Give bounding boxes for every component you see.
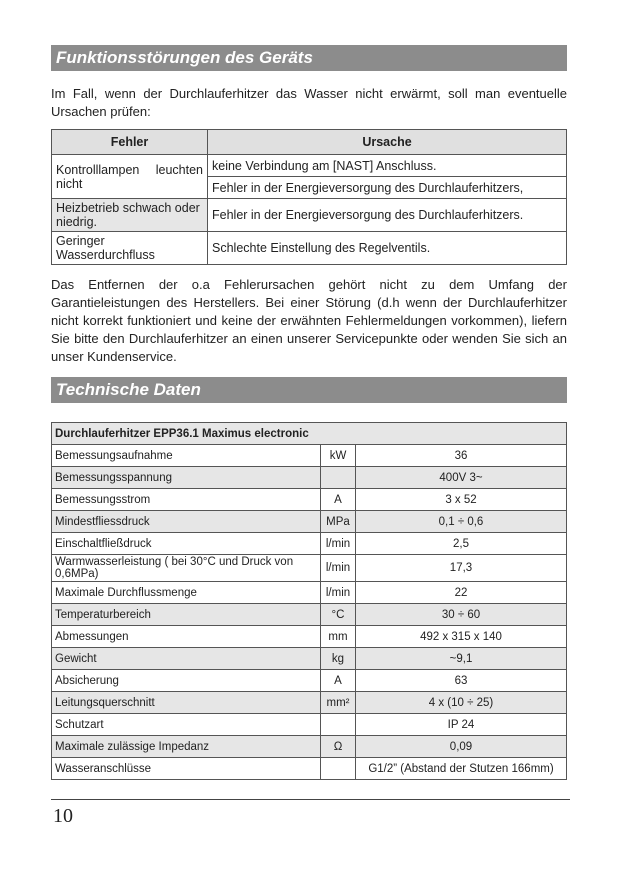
tech-table-body (52, 445, 567, 780)
table-row (52, 736, 567, 758)
value-cell: 0,09 (356, 736, 567, 758)
fault-table (51, 129, 567, 265)
value-cell: 4 x (10 ÷ 25) (356, 692, 567, 714)
unit-cell: mm² (321, 692, 356, 714)
param-cell: Schutzart (52, 714, 321, 736)
tech-table-title: Durchlauferhitzer EPP36.1 Maximus electronic (52, 423, 567, 445)
warranty-note: Das Entfernen der o.a Fehlerursachen gehört nicht zu dem Umfang der Garantieleistungen des Herstellers. Bei einer Störung (d.h wenn der Durchlauferhitzer nicht korrekt funktioniert und keine der erwähnten Fehlermeldungen vorkommen), liefern Sie bitte den Durchlauferhitzer an einen unserer Servicepunkte oder wenden Sie sich an unser Kundenservice. (51, 277, 567, 364)
cause-cell: Schlechte Einstellung des Regelventils. (208, 232, 567, 265)
unit-cell (321, 467, 356, 489)
value-cell: IP 24 (356, 714, 567, 736)
table-row (52, 511, 567, 533)
param-cell: Mindestfliessdruck (52, 511, 321, 533)
footer-divider (51, 799, 570, 800)
table-row (52, 604, 567, 626)
value-cell: 2,5 (356, 533, 567, 555)
table-row (52, 582, 567, 604)
value-cell: 22 (356, 582, 567, 604)
faults-intro: Im Fall, wenn der Durchlauferhitzer das Wasser nicht erwärmt, soll man eventuelle Ursachen prüfen: (51, 86, 567, 119)
unit-cell (321, 714, 356, 736)
unit-cell: A (321, 670, 356, 692)
value-cell: 63 (356, 670, 567, 692)
value-cell: ~9,1 (356, 648, 567, 670)
fault-cell: Geringer Wasserdurchfluss (52, 232, 208, 265)
param-cell: Temperaturbereich (52, 604, 321, 626)
table-row (52, 155, 567, 177)
unit-cell: kW (321, 445, 356, 467)
fault-cell: Heizbetrieb schwach oder niedrig. (52, 199, 208, 232)
unit-cell: kg (321, 648, 356, 670)
table-row (52, 533, 567, 555)
fault-table-header (52, 130, 567, 155)
cause-cell: Fehler in der Energieversorgung des Durchlauferhitzers. (208, 199, 567, 232)
table-row (52, 467, 567, 489)
param-cell: Absicherung (52, 670, 321, 692)
table-row (52, 626, 567, 648)
unit-cell (321, 758, 356, 780)
unit-cell: l/min (321, 555, 356, 582)
cause-cell: Fehler in der Energieversorgung des Durchlauferhitzers, (208, 177, 567, 199)
value-cell: G1/2” (Abstand der Stutzen 166mm) (356, 758, 567, 780)
table-row (52, 232, 567, 265)
table-row (52, 489, 567, 511)
param-cell: Bemessungsaufnahme (52, 445, 321, 467)
unit-cell: Ω (321, 736, 356, 758)
cause-cell: keine Verbindung am [NAST] Anschluss. (208, 155, 567, 177)
page-number: 10 (53, 805, 73, 827)
unit-cell: l/min (321, 582, 356, 604)
header-cause: Ursache (208, 130, 567, 155)
param-cell: Bemessungsspannung (52, 467, 321, 489)
value-cell: 36 (356, 445, 567, 467)
tech-data-table (51, 422, 567, 780)
param-cell: Abmessungen (52, 626, 321, 648)
value-cell: 0,1 ÷ 0,6 (356, 511, 567, 533)
tech-table-title-row (52, 423, 567, 445)
table-row (52, 199, 567, 232)
value-cell: 30 ÷ 60 (356, 604, 567, 626)
param-cell: Einschaltfließdruck (52, 533, 321, 555)
param-cell: Wasseranschlüsse (52, 758, 321, 780)
table-row (52, 648, 567, 670)
section-title-faults: Funktionsstörungen des Geräts (51, 45, 567, 71)
param-cell: Warmwasserleistung ( bei 30°C und Druck von 0,6MPa) (52, 555, 321, 582)
table-row (52, 555, 567, 582)
table-row (52, 692, 567, 714)
section-title-tech: Technische Daten (51, 377, 567, 403)
param-cell: Gewicht (52, 648, 321, 670)
table-row (52, 758, 567, 780)
table-row (52, 714, 567, 736)
value-cell: 17,3 (356, 555, 567, 582)
unit-cell: mm (321, 626, 356, 648)
table-row (52, 670, 567, 692)
unit-cell: A (321, 489, 356, 511)
param-cell: Leitungsquerschnitt (52, 692, 321, 714)
value-cell: 400V 3~ (356, 467, 567, 489)
value-cell: 492 x 315 x 140 (356, 626, 567, 648)
unit-cell: MPa (321, 511, 356, 533)
unit-cell: l/min (321, 533, 356, 555)
param-cell: Maximale Durchflussmenge (52, 582, 321, 604)
header-fault: Fehler (52, 130, 208, 155)
table-row (52, 445, 567, 467)
param-cell: Maximale zulässige Impedanz (52, 736, 321, 758)
fault-cell: Kontrolllampen leuchten nicht (52, 155, 208, 199)
value-cell: 3 x 52 (356, 489, 567, 511)
unit-cell: °C (321, 604, 356, 626)
param-cell: Bemessungsstrom (52, 489, 321, 511)
